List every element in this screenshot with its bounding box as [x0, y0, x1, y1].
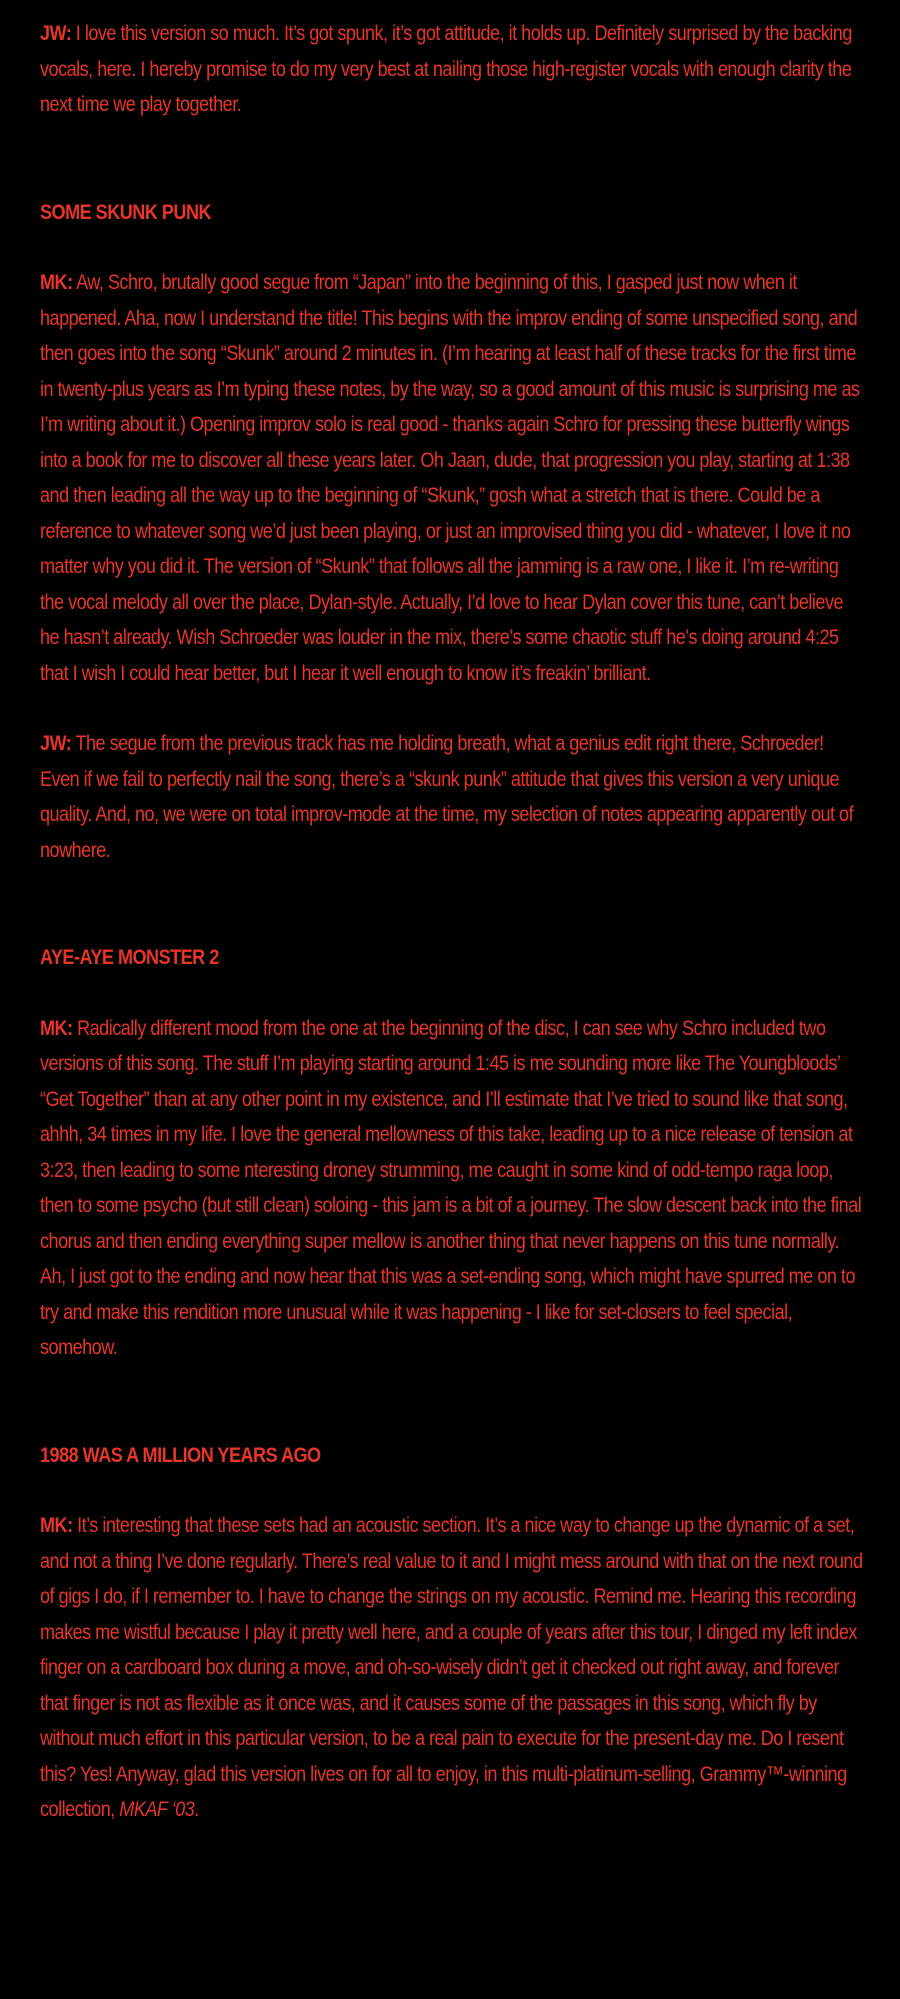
paragraph-tail: . [194, 1797, 199, 1821]
commentary-paragraph [40, 265, 866, 691]
paragraph-text: The segue from the previous track has me holding breath, what a genius edit right there, Schroeder! Even if we fail to perfectly nail the song, there’s a “skunk punk” attitude that gives this version a very unique quality. And, no, we were on total improv-mode at the time, my selection of notes appearing apparently out of nowhere. [40, 731, 854, 862]
album-title: MKAF ‘03 [119, 1797, 195, 1821]
section-title: 1988 WAS A MILLION YEARS AGO [40, 1442, 321, 1467]
speaker-label: JW: [40, 21, 72, 45]
liner-notes-text [40, 16, 866, 1828]
paragraph-text: I love this version so much. It’s got spunk, it’s got attitude, it holds up. Definitely surprised by the backing vocals, here. I hereby promise to do my very best at nailing those high-register vocals with enough clarity the next time we play together. [40, 21, 852, 116]
speaker-label: MK: [40, 1513, 73, 1537]
section-title: SOME SKUNK PUNK [40, 199, 212, 224]
commentary-paragraph [40, 726, 866, 868]
paragraph-text: Radically different mood from the one at the beginning of the disc, I can see why Schro included two versions of this song. The stuff I’m playing starting around 1:45 is me sounding more like The Youngbloods’ “Get Together” than at any other point in my existence, and I’ll estimate that I’ve tried to sound like that song, ahhh, 34 times in my life. I love the general mellowness of this take, leading up to a nice release of tension at 3:23, then leading to some nteresting droney strumming, me caught in some kind of odd-tempo raga loop, then to some psycho (but still clean) soloing - this jam is a bit of a journey. The slow descent back into the final chorus and then ending everything super mellow is another thing that never happens on this tune normally. Ah, I just got to the ending and now hear that this was a set-ending song, which might have spurred me on to try and make this rendition more unusual while it was happening - I like for set-closers to feel special, somehow. [40, 1015, 862, 1359]
intro-paragraph [40, 16, 866, 123]
paragraph-text: It’s interesting that these sets had an acoustic section. It’s a nice way to change up the dynamic of a set, and not a thing I’ve done regularly. There’s real value to it and I might mess around with that on the next round of gigs I do, if I remember to. I have to change the strings on my acoustic. Remind me. Hearing this recording makes me wistful because I play it pretty well here, and a couple of years after this tour, I dinged my left index finger on a cardboard box during a move, and oh-so-wisely didn’t get it checked out right away, and forever that finger is not as flexible as it once was, and it causes some of the passages in this song, which fly by without much effort in this particular version, to be a real pain to execute for the present-day me. Do I resent this? Yes! Anyway, glad this version lives on for all to enjoy, in this multi-platinum-selling, Grammy™-winning collection, [40, 1513, 863, 1821]
commentary-paragraph [40, 1011, 866, 1366]
paragraph-text: Aw, Schro, brutally good segue from “Japan” into the beginning of this, I gasped just now when it happened. Aha, now I understand the title! This begins with the improv ending of some unspecified song, and then goes into the song “Skunk” around 2 minutes in. (I’m hearing at least half of these tracks for the first time in twenty-plus years as I’m typing these notes, by the way, so a good amount of this music is surprising me as I’m writing about it.) Opening improv solo is real good - thanks again Schro for pressing these butterfly wings into a book for me to discover all these years later. Oh Jaan, dude, that progression you play, starting at 1:38 and then leading all the way up to the beginning of “Skunk,” gosh what a stretch that is there. Could be a reference to whatever song we’d just been playing, or just an improvised thing you did - whatever, I love it no matter why you did it. The version of “Skunk” that follows all the jamming is a raw one, I like it. I’m re-writing the vocal melody all over the place, Dylan-style. Actually, I’d love to hear Dylan cover this tune, can’t believe he hasn’t already. Wish Schroeder was louder in the mix, there’s some chaotic stuff he’s doing around 4:25 that I wish I could hear better, but I hear it well enough to know it’s freakin’ brilliant. [40, 270, 860, 685]
speaker-label: MK: [40, 270, 73, 294]
speaker-label: MK: [40, 1015, 73, 1040]
commentary-paragraph [40, 1508, 866, 1828]
speaker-label: JW: [40, 731, 72, 755]
section-title: AYE-AYE MONSTER 2 [40, 945, 219, 969]
